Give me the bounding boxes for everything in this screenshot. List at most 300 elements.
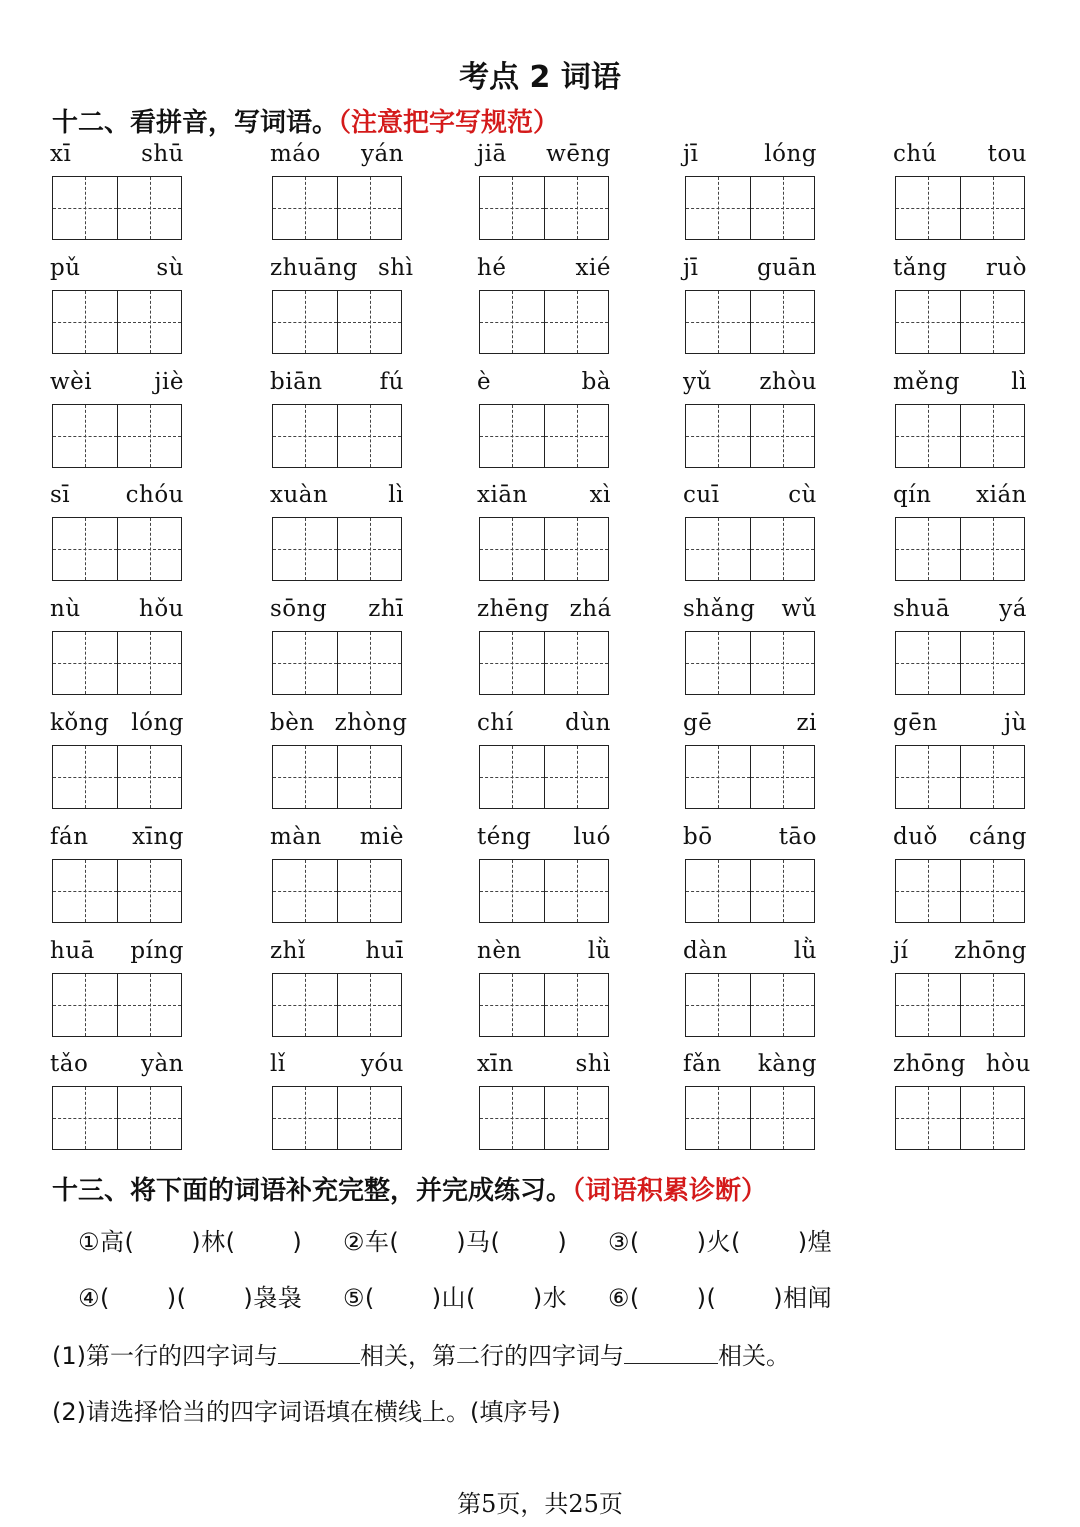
pinyin-syllable: xiān: [477, 482, 528, 508]
pinyin-label: [40, 1050, 194, 1078]
word-cell: [479, 140, 609, 254]
character-box[interactable]: [686, 632, 750, 694]
pinyin-syllable: jī: [683, 255, 699, 281]
character-box[interactable]: [480, 632, 544, 694]
writing-grid: [52, 631, 182, 695]
word-cell: [895, 481, 1025, 595]
pinyin-syllable: chóu: [125, 482, 184, 508]
word-cell: [685, 254, 815, 368]
pinyin-syllable: bà: [581, 369, 611, 395]
character-box[interactable]: [960, 746, 1024, 808]
pinyin-syllable: zhá: [569, 596, 612, 622]
character-box[interactable]: [544, 974, 608, 1036]
character-box[interactable]: [53, 291, 117, 353]
pinyin-syllable: cuī: [683, 482, 720, 508]
pinyin-syllable: sōng: [270, 596, 328, 622]
writing-grid: [52, 745, 182, 809]
pinyin-label: [883, 254, 1037, 282]
pinyin-syllable: wèi: [50, 369, 93, 395]
writing-grid: [479, 290, 609, 354]
character-box[interactable]: [750, 291, 814, 353]
pinyin-label: [260, 481, 414, 509]
section-13-heading: [52, 1170, 767, 1207]
writing-grid: [685, 1086, 815, 1150]
character-box[interactable]: [686, 177, 750, 239]
pinyin-syllable: zhōng: [893, 1051, 966, 1077]
pinyin-syllable: hé: [477, 255, 507, 281]
character-box[interactable]: [686, 860, 750, 922]
character-box[interactable]: [544, 632, 608, 694]
character-box[interactable]: [960, 1087, 1024, 1149]
pinyin-syllable: hòu: [985, 1051, 1031, 1077]
pinyin-syllable: bèn: [270, 710, 315, 736]
word-cell: [52, 595, 182, 709]
pinyin-label: [260, 709, 414, 737]
writing-grid: [895, 973, 1025, 1037]
pinyin-label: [40, 937, 194, 965]
pinyin-label: [883, 595, 1037, 623]
character-box[interactable]: [896, 746, 960, 808]
word-cell: [685, 140, 815, 254]
pinyin-syllable: dùn: [565, 710, 611, 736]
pinyin-label: [40, 823, 194, 851]
pinyin-syllable: ruò: [985, 255, 1027, 281]
word-cell: [52, 140, 182, 254]
pinyin-label: [40, 140, 194, 168]
writing-grid: [479, 745, 609, 809]
pinyin-syllable: shì: [575, 1051, 611, 1077]
character-box[interactable]: [544, 291, 608, 353]
pinyin-syllable: biān: [270, 369, 323, 395]
character-box[interactable]: [960, 291, 1024, 353]
character-box[interactable]: [337, 291, 401, 353]
word-cell: [52, 937, 182, 1051]
word-cell: [685, 709, 815, 823]
character-box[interactable]: [750, 1087, 814, 1149]
character-box[interactable]: [337, 518, 401, 580]
word-cell: [479, 823, 609, 937]
character-box[interactable]: [337, 177, 401, 239]
word-cell: [270, 709, 408, 823]
character-box[interactable]: [686, 405, 750, 467]
character-box[interactable]: [273, 632, 337, 694]
character-box[interactable]: [117, 291, 181, 353]
pinyin-syllable: gēn: [893, 710, 938, 736]
pinyin-label: [467, 595, 621, 623]
word-cell: [52, 481, 182, 595]
character-box[interactable]: [896, 291, 960, 353]
writing-grid: [272, 631, 402, 695]
character-box[interactable]: [686, 1087, 750, 1149]
character-box[interactable]: [750, 974, 814, 1036]
pinyin-syllable: jù: [1004, 710, 1027, 736]
character-box[interactable]: [117, 177, 181, 239]
pinyin-label: [467, 709, 621, 737]
pinyin-syllable: xián: [976, 482, 1027, 508]
character-box[interactable]: [337, 632, 401, 694]
character-box[interactable]: [960, 632, 1024, 694]
pinyin-syllable: jí: [893, 938, 909, 964]
pinyin-syllable: zhēng: [477, 596, 550, 622]
character-box[interactable]: [53, 860, 117, 922]
writing-grid: [52, 1086, 182, 1150]
writing-grid: [52, 404, 182, 468]
character-box[interactable]: [960, 405, 1024, 467]
word-cell: [895, 254, 1025, 368]
pinyin-syllable: zhuāng: [270, 255, 358, 281]
character-box[interactable]: [686, 291, 750, 353]
character-box[interactable]: [273, 405, 337, 467]
character-box[interactable]: [273, 974, 337, 1036]
word-cell: [895, 709, 1025, 823]
word-cell: [52, 254, 182, 368]
pinyin-syllable: zhī: [368, 596, 404, 622]
character-box[interactable]: [896, 177, 960, 239]
pinyin-syllable: máo: [270, 141, 321, 167]
writing-grid: [895, 745, 1025, 809]
character-box[interactable]: [750, 860, 814, 922]
pinyin-syllable: xīn: [477, 1051, 514, 1077]
character-box[interactable]: [960, 518, 1024, 580]
character-box[interactable]: [337, 974, 401, 1036]
pinyin-label: [673, 595, 827, 623]
character-box[interactable]: [117, 518, 181, 580]
pinyin-syllable: màn: [270, 824, 322, 850]
writing-grid: [685, 290, 815, 354]
character-box[interactable]: [896, 1087, 960, 1149]
pinyin-label: [467, 1050, 621, 1078]
character-box[interactable]: [273, 291, 337, 353]
question-2: (2)请选择恰当的四字词语填在横线上。(填序号): [52, 1398, 561, 1426]
pinyin-label: [467, 937, 621, 965]
word-cell: [272, 595, 402, 709]
writing-grid: [272, 859, 402, 923]
character-box[interactable]: [273, 518, 337, 580]
pinyin-syllable: miè: [359, 824, 404, 850]
pinyin-label: [260, 1050, 414, 1078]
character-box[interactable]: [750, 405, 814, 467]
character-box[interactable]: [544, 405, 608, 467]
character-box[interactable]: [480, 860, 544, 922]
pinyin-syllable: shū: [141, 141, 184, 167]
pinyin-syllable: nù: [50, 596, 81, 622]
character-box[interactable]: [896, 405, 960, 467]
pinyin-syllable: lǐ: [270, 1051, 286, 1077]
character-box[interactable]: [480, 405, 544, 467]
pinyin-syllable: kàng: [757, 1051, 817, 1077]
writing-grid: [685, 176, 815, 240]
character-box[interactable]: [480, 518, 544, 580]
pinyin-syllable: tǎng: [893, 255, 948, 281]
character-box[interactable]: [896, 860, 960, 922]
pinyin-label: [883, 823, 1037, 851]
character-box[interactable]: [53, 405, 117, 467]
pinyin-syllable: téng: [477, 824, 532, 850]
character-box[interactable]: [273, 746, 337, 808]
section-13-title: 十三、将下面的词语补充完整，并完成练习。: [52, 1176, 573, 1206]
writing-grid: [685, 973, 815, 1037]
pinyin-label: [883, 709, 1037, 737]
character-box[interactable]: [53, 974, 117, 1036]
pinyin-syllable: jiè: [154, 369, 184, 395]
pinyin-syllable: è: [477, 369, 492, 395]
writing-grid: [895, 517, 1025, 581]
pinyin-label: [883, 1050, 1037, 1078]
character-box[interactable]: [117, 974, 181, 1036]
writing-grid: [272, 176, 402, 240]
pinyin-syllable: cù: [788, 482, 817, 508]
pinyin-syllable: lǜ: [587, 938, 611, 964]
pinyin-label: [673, 368, 827, 396]
writing-grid: [52, 176, 182, 240]
character-box[interactable]: [273, 1087, 337, 1149]
pinyin-syllable: sī: [50, 482, 71, 508]
character-box[interactable]: [544, 860, 608, 922]
pinyin-label: [467, 254, 621, 282]
pinyin-label: [673, 140, 827, 168]
pinyin-syllable: chí: [477, 710, 514, 736]
page-title: 考点 2 词语: [459, 60, 621, 95]
page-footer: 第5页，共25页: [457, 1490, 623, 1518]
pinyin-syllable: wǔ: [781, 596, 817, 622]
word-cell: [272, 481, 402, 595]
writing-grid: [479, 404, 609, 468]
character-box[interactable]: [117, 1087, 181, 1149]
pinyin-label: [40, 481, 194, 509]
character-box[interactable]: [337, 1087, 401, 1149]
character-box[interactable]: [117, 860, 181, 922]
writing-grid: [895, 859, 1025, 923]
character-box[interactable]: [53, 746, 117, 808]
pinyin-syllable: zhòu: [759, 369, 817, 395]
word-cell: [272, 1050, 402, 1164]
pinyin-syllable: měng: [893, 369, 960, 395]
pinyin-syllable: hǒu: [139, 596, 184, 622]
character-box[interactable]: [686, 746, 750, 808]
character-box[interactable]: [53, 632, 117, 694]
pinyin-syllable: xīng: [132, 824, 184, 850]
pinyin-label: [883, 368, 1037, 396]
pinyin-syllable: shǎng: [683, 596, 756, 622]
question-1-part-c: 相关。: [718, 1342, 790, 1370]
character-box[interactable]: [960, 860, 1024, 922]
pinyin-syllable: shuā: [893, 596, 951, 622]
character-box[interactable]: [544, 177, 608, 239]
writing-grid: [685, 859, 815, 923]
pinyin-syllable: yá: [999, 596, 1027, 622]
word-cell: [479, 368, 609, 482]
question-1: [52, 1336, 790, 1371]
pinyin-syllable: yǔ: [683, 369, 712, 395]
word-cell: [52, 1050, 182, 1164]
pinyin-syllable: luó: [573, 824, 611, 850]
character-box[interactable]: [686, 974, 750, 1036]
pinyin-syllable: pǔ: [50, 255, 81, 281]
word-cell: [477, 595, 612, 709]
character-box[interactable]: [117, 746, 181, 808]
word-cell: [479, 1050, 609, 1164]
writing-grid: [272, 517, 402, 581]
pinyin-label: [673, 937, 827, 965]
word-cell: [272, 937, 402, 1051]
pinyin-syllable: yán: [360, 141, 404, 167]
pinyin-syllable: lì: [1011, 369, 1027, 395]
writing-grid: [479, 631, 609, 695]
answer-blank-2[interactable]: [624, 1341, 718, 1364]
pinyin-syllable: huī: [365, 938, 404, 964]
writing-grid: [895, 404, 1025, 468]
pinyin-syllable: píng: [130, 938, 184, 964]
pinyin-syllable: huā: [50, 938, 95, 964]
pinyin-syllable: tou: [987, 141, 1027, 167]
character-box[interactable]: [480, 1087, 544, 1149]
writing-grid: [272, 404, 402, 468]
pinyin-label: [673, 481, 827, 509]
pinyin-label: [40, 709, 194, 737]
word-cell: [685, 1050, 815, 1164]
word-cell: [479, 709, 609, 823]
pinyin-label: [467, 823, 621, 851]
character-box[interactable]: [53, 518, 117, 580]
word-cell: [895, 368, 1025, 482]
pinyin-syllable: tǎo: [50, 1051, 89, 1077]
pinyin-label: [673, 1050, 827, 1078]
writing-grid: [272, 1086, 402, 1150]
word-cell: [272, 140, 402, 254]
pinyin-syllable: kǒng: [50, 710, 110, 736]
pinyin-syllable: fú: [379, 369, 404, 395]
pinyin-syllable: bō: [683, 824, 713, 850]
character-box[interactable]: [480, 974, 544, 1036]
idiom-fill-line-1[interactable]: ①高( )林( ) ②车( )马( ) ③( )火( )煌: [78, 1228, 833, 1256]
writing-grid: [479, 859, 609, 923]
pinyin-syllable: zi: [796, 710, 817, 736]
pinyin-syllable: zhǐ: [270, 938, 306, 964]
pinyin-label: [40, 254, 194, 282]
character-box[interactable]: [544, 1087, 608, 1149]
writing-grid: [895, 176, 1025, 240]
character-box[interactable]: [750, 177, 814, 239]
character-box[interactable]: [750, 746, 814, 808]
writing-grid: [685, 404, 815, 468]
character-box[interactable]: [544, 746, 608, 808]
pinyin-label: [673, 254, 827, 282]
section-13-note: （词语积累诊断）: [572, 1176, 768, 1206]
pinyin-syllable: tāo: [778, 824, 817, 850]
pinyin-syllable: xuàn: [270, 482, 329, 508]
pinyin-syllable: lǜ: [793, 938, 817, 964]
word-cell: [895, 937, 1025, 1051]
answer-blank-1[interactable]: [278, 1341, 360, 1364]
pinyin-syllable: zhòng: [334, 710, 408, 736]
word-cell: [52, 368, 182, 482]
pinyin-syllable: duǒ: [893, 824, 938, 850]
character-box[interactable]: [750, 518, 814, 580]
idiom-fill-line-2[interactable]: ④( )( )袅袅 ⑤( )山( )水 ⑥( )( )相闻: [78, 1284, 833, 1312]
pinyin-syllable: xié: [575, 255, 611, 281]
character-box[interactable]: [960, 177, 1024, 239]
character-box[interactable]: [337, 746, 401, 808]
section-12-note: （注意把字写规范）: [338, 108, 560, 138]
pinyin-syllable: jiā: [477, 141, 507, 167]
pinyin-syllable: zhōng: [954, 938, 1027, 964]
writing-grid: [895, 1086, 1025, 1150]
character-box[interactable]: [686, 518, 750, 580]
character-box[interactable]: [117, 632, 181, 694]
character-box[interactable]: [273, 860, 337, 922]
word-cell: [895, 140, 1025, 254]
character-box[interactable]: [53, 1087, 117, 1149]
word-cell: [685, 595, 815, 709]
pinyin-syllable: chú: [893, 141, 938, 167]
character-box[interactable]: [896, 518, 960, 580]
section-12-title: 十二、看拼音，写词语。: [52, 108, 339, 138]
writing-grid: [895, 290, 1025, 354]
pinyin-label: [883, 937, 1037, 965]
pinyin-label: [260, 368, 414, 396]
character-box[interactable]: [53, 177, 117, 239]
writing-grid: [479, 1086, 609, 1150]
writing-grid: [479, 973, 609, 1037]
writing-grid: [479, 517, 609, 581]
pinyin-label: [883, 140, 1037, 168]
word-cell: [893, 1050, 1031, 1164]
pinyin-syllable: lóng: [764, 141, 817, 167]
word-cell: [270, 254, 414, 368]
word-cell: [52, 709, 182, 823]
character-box[interactable]: [896, 632, 960, 694]
writing-grid: [685, 517, 815, 581]
character-box[interactable]: [480, 291, 544, 353]
pinyin-label: [40, 595, 194, 623]
writing-grid: [479, 176, 609, 240]
pinyin-syllable: xì: [589, 482, 611, 508]
pinyin-syllable: nèn: [477, 938, 522, 964]
word-cell: [685, 481, 815, 595]
question-1-part-a: (1)第一行的四字词与: [52, 1342, 278, 1370]
writing-grid: [685, 745, 815, 809]
character-box[interactable]: [480, 177, 544, 239]
character-box[interactable]: [337, 860, 401, 922]
character-box[interactable]: [750, 632, 814, 694]
pinyin-syllable: xī: [50, 141, 72, 167]
pinyin-syllable: lóng: [131, 710, 184, 736]
pinyin-syllable: lì: [388, 482, 404, 508]
character-box[interactable]: [117, 405, 181, 467]
character-box[interactable]: [480, 746, 544, 808]
character-box[interactable]: [544, 518, 608, 580]
pinyin-syllable: shì: [378, 255, 414, 281]
word-cell: [685, 937, 815, 1051]
pinyin-syllable: gē: [683, 710, 713, 736]
writing-grid: [895, 631, 1025, 695]
character-box[interactable]: [960, 974, 1024, 1036]
character-box[interactable]: [337, 405, 401, 467]
word-cell: [685, 823, 815, 937]
pinyin-syllable: fǎn: [683, 1051, 722, 1077]
pinyin-syllable: dàn: [683, 938, 728, 964]
pinyin-syllable: guān: [756, 255, 817, 281]
pinyin-syllable: fán: [50, 824, 89, 850]
character-box[interactable]: [273, 177, 337, 239]
writing-grid: [52, 859, 182, 923]
character-box[interactable]: [896, 974, 960, 1036]
pinyin-label: [260, 254, 414, 282]
pinyin-syllable: wēng: [546, 141, 611, 167]
pinyin-syllable: sù: [156, 255, 184, 281]
pinyin-label: [260, 937, 414, 965]
pinyin-label: [883, 481, 1037, 509]
